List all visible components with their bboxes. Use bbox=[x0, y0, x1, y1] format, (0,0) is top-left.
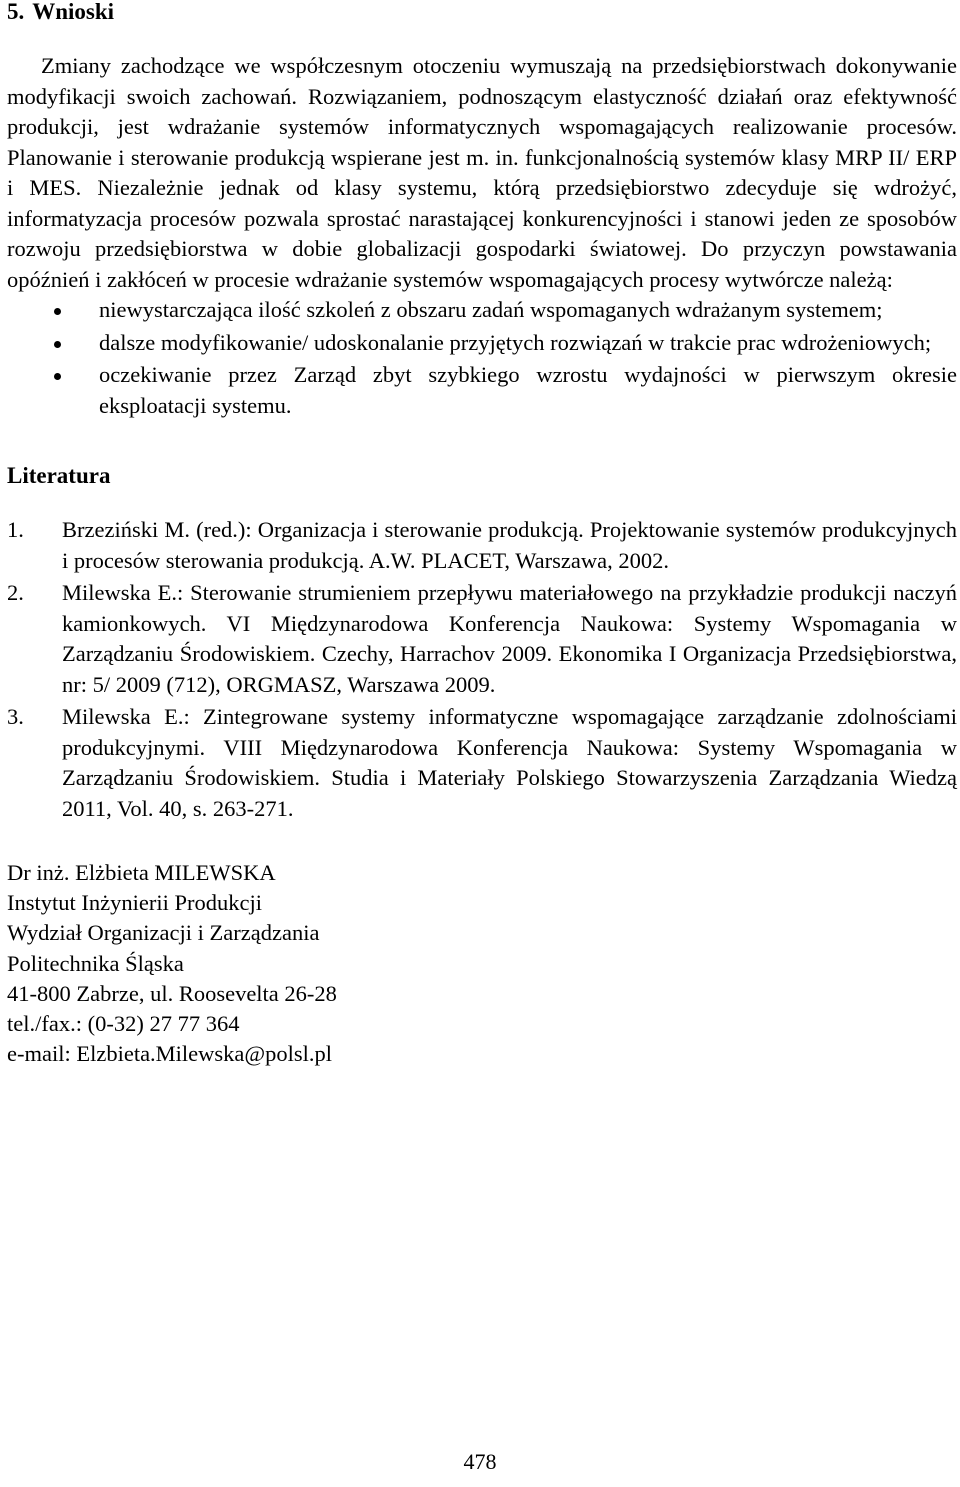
author-address: 41-800 Zabrze, ul. Roosevelta 26-28 bbox=[7, 980, 337, 1006]
delay-causes-list bbox=[7, 295, 957, 421]
author-faculty: Wydział Organizacji i Zarządzania bbox=[7, 920, 320, 946]
reference-item bbox=[7, 702, 957, 824]
author-name: Dr inż. Elżbieta MILEWSKA bbox=[7, 860, 276, 885]
reference-number: 2. bbox=[7, 580, 24, 605]
reference-text: Brzeziński M. (red.): Organizacja i sterowanie produkcją. Projektowanie systemów produkcyjnych i procesów sterowania produkcją. A.W. PLACET, Warszawa, 2002. bbox=[62, 517, 957, 573]
literature-heading: Literatura bbox=[7, 463, 111, 488]
list-item bbox=[7, 360, 957, 421]
author-university: Politechnika Śląska bbox=[7, 950, 184, 976]
list-item bbox=[7, 295, 957, 326]
list-item-text: oczekiwanie przez Zarząd zbyt szybkiego wzrostu wydajności w pierwszym okresie eksploatacji systemu. bbox=[99, 362, 957, 418]
reference-number: 1. bbox=[7, 517, 24, 542]
section-number: 5. bbox=[7, 0, 25, 24]
author-email: e-mail: Elzbieta.Milewska@polsl.pl bbox=[7, 1041, 333, 1067]
reference-text: Milewska E.: Zintegrowane systemy informatyczne wspomagające zarządzanie zdolnościami produkcyjnymi. VIII Międzynarodowa Konferencja Naukowa: Systemy Wspomagania w Zarządzaniu Środowiskiem. Studia i Materiały Polskiego Stowarzyszenia Zarządzania Wiedzą 2011, Vol. 40, s. 263-271. bbox=[62, 704, 957, 821]
bullet-icon bbox=[54, 373, 61, 380]
bullet-icon bbox=[54, 308, 61, 315]
document-page bbox=[7, 0, 957, 1069]
page-number: 478 bbox=[463, 1449, 497, 1474]
list-item-text: dalsze modyfikowanie/ udoskonalanie przyjętych rozwiązań w trakcie prac wdrożeniowych; bbox=[99, 329, 932, 355]
section-heading bbox=[7, 0, 957, 24]
reference-number: 3. bbox=[7, 704, 24, 729]
author-phone: tel./fax.: (0-32) 27 77 364 bbox=[7, 1011, 240, 1037]
author-block bbox=[7, 858, 957, 1069]
reference-item bbox=[7, 578, 957, 700]
reference-text: Milewska E.: Sterowanie strumieniem przepływu materiałowego na przykładzie produkcji naczyń kamionkowych. VI Międzynarodowa Konferencja Naukowa: Systemy Wspomagania w Zarządzaniu Środowiskiem. Czechy, Harrachov 2009. Ekonomika I Organizacja Przedsiębiorstwa, nr: 5/ 2009 (712), ORGMASZ, Warszawa 2009. bbox=[62, 580, 957, 697]
list-item-text: niewystarczająca ilość szkoleń z obszaru zadań wspomaganych wdrażanym systemem; bbox=[99, 297, 883, 322]
author-institute: Instytut Inżynierii Produkcji bbox=[7, 890, 262, 916]
conclusions-paragraph: Zmiany zachodzące we współczesnym otoczeniu wymuszają na przedsiębiorstwach dokonywanie modyfikacji swoich zachowań. Rozwiązaniem, podnoszącym elastyczność działań oraz efektywność produkcji, jest wdrażanie systemów informatycznych wspomagających realizowanie procesów. Planowanie i sterowanie produkcją wspierane jest m. in. funkcjonalnością systemów klasy MRP II/ ERP i MES. Niezależnie jednak od klasy systemu, którą przedsiębiorstwo zdecyduje się wdrożyć, informatyzacja procesów pozwala sprostać narastającej konkurencyjności i stanowi jeden ze sposobów rozwoju przedsiębiorstwa w dobie globalizacji gospodarki światowej. Do przyczyn powstawania opóźnień i zakłóceń w procesie wdrażanie systemów wspomagających procesy wytwórcze należą: bbox=[7, 53, 957, 292]
reference-list bbox=[7, 515, 957, 824]
section-title: Wnioski bbox=[32, 0, 115, 24]
list-item bbox=[7, 328, 957, 359]
bullet-icon bbox=[54, 341, 61, 348]
reference-item bbox=[7, 515, 957, 576]
